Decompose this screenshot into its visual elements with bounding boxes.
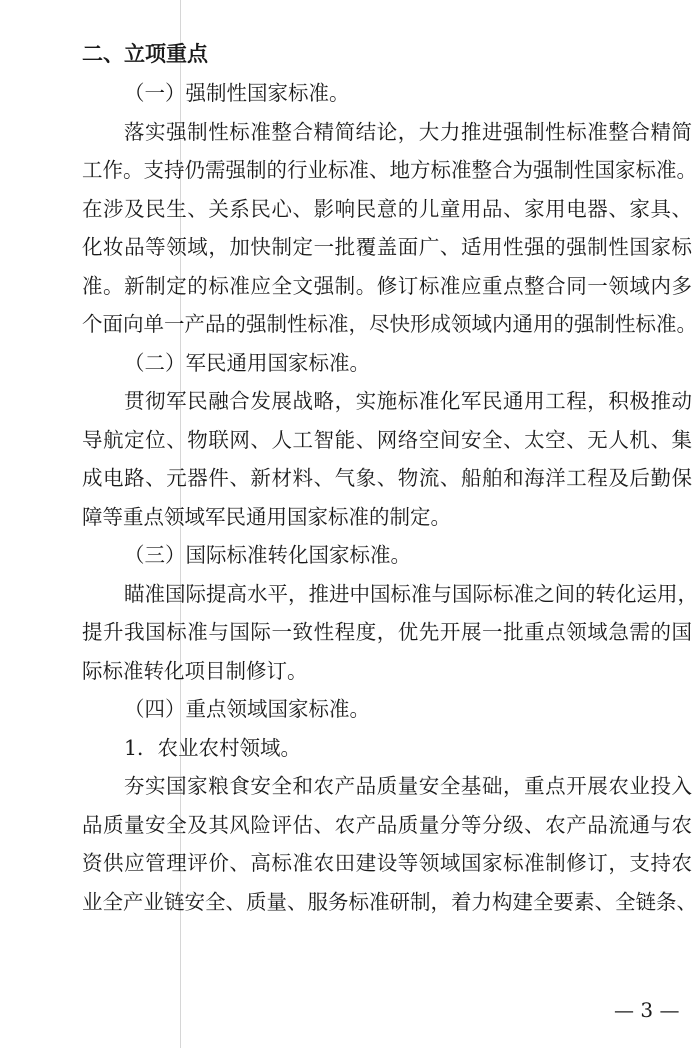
paragraph-line: 业全产业链安全、质量、服务标准研制，着力构建全要素、全链条、: [82, 889, 697, 914]
paragraph-line: 导航定位、物联网、人工智能、网络空间安全、太空、无人机、集: [82, 427, 692, 452]
paragraph-line: 夯实国家粮食安全和农产品质量安全基础，重点开展农业投入: [124, 774, 692, 798]
subsection-heading: （三）国际标准转化国家标准。: [124, 543, 411, 567]
paragraph-line: 个面向单一产品的强制性标准，尽快形成领域内通用的强制性标准。: [82, 312, 697, 336]
paragraph-line: 在涉及民生、关系民心、影响民意的儿童用品、家用电器、家具、: [82, 196, 692, 221]
paragraph-line: 瞄准国际提高水平，推进中国标准与国际标准之间的转化运用，: [124, 581, 698, 606]
paragraph-line: 品质量安全及其风险评估、农产品质量分等分级、农产品流通与农: [82, 812, 692, 837]
paragraph-line: 资供应管理评价、高标准农田建设等领域国家标准制修订，支持农: [82, 851, 692, 875]
paragraph-line: 准。新制定的标准应全文强制。修订标准应重点整合同一领域内多: [82, 273, 692, 298]
section-heading: 二、立项重点: [82, 42, 208, 66]
subsection-heading: （一）强制性国家标准。: [124, 81, 350, 105]
paragraph-line: 落实强制性标准整合精简结论，大力推进强制性标准整合精简: [124, 119, 692, 144]
document-body: [82, 34, 698, 921]
subsection-heading: 1．农业农村领域。: [124, 735, 302, 760]
page-number: — 3 —: [614, 998, 680, 1022]
paragraph-line: 工作。支持仍需强制的行业标准、地方标准整合为强制性国家标准。: [82, 158, 697, 182]
paragraph-line: 障等重点领域军民通用国家标准的制定。: [82, 504, 451, 529]
paragraph-line: 成电路、元器件、新材料、气象、物流、船舶和海洋工程及后勤保: [82, 466, 692, 490]
paragraph-line: 贯彻军民融合发展战略，实施标准化军民通用工程，积极推动: [124, 389, 692, 413]
subsection-heading: （四）重点领域国家标准。: [124, 697, 370, 721]
paragraph-line: 际标准转化项目制修订。: [82, 658, 308, 683]
subsection-heading: （二）军民通用国家标准。: [124, 350, 370, 375]
paragraph-line: 化妆品等领域，加快制定一批覆盖面广、适用性强的强制性国家标: [82, 235, 692, 259]
paragraph-line: 提升我国标准与国际一致性程度，优先开展一批重点领域急需的国: [82, 620, 692, 644]
